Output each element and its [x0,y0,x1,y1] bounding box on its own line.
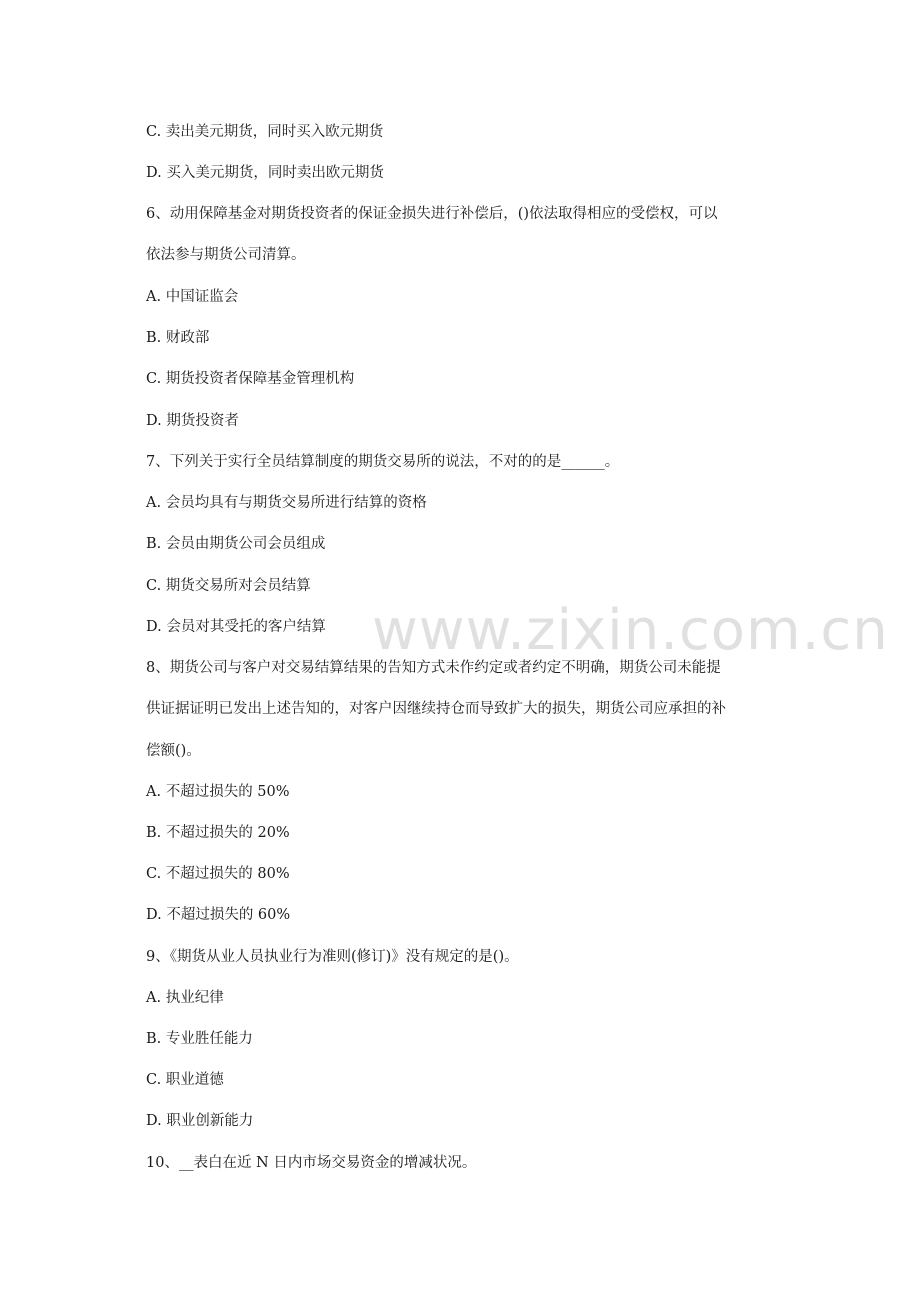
option-5c: C. 卖出美元期货，同时买入欧元期货 [146,124,384,140]
option-8b: B. 不超过损失的 20% [146,825,290,841]
option-7d: D. 会员对其受托的客户结算 [146,619,326,635]
option-7c: C. 期货交易所对会员结算 [146,578,311,594]
option-9d: D. 职业创新能力 [146,1113,254,1129]
option-7a: A. 会员均具有与期货交易所进行结算的资格 [146,495,427,511]
option-8d: D. 不超过损失的 60% [146,907,291,923]
option-7b: B. 会员由期货公司会员组成 [146,536,326,552]
option-9c: C. 职业道德 [146,1072,224,1088]
question-8-line-1: 8、期货公司与客户对交易结算结果的告知方式未作约定或者约定不明确，期货公司未能提 [146,660,721,676]
option-5d: D. 买入美元期货，同时卖出欧元期货 [146,165,384,181]
question-8-line-3: 偿额()。 [146,743,201,759]
question-6-line-2: 依法参与期货公司清算。 [146,247,306,263]
option-6d: D. 期货投资者 [146,413,239,429]
option-8a: A. 不超过损失的 50% [146,784,290,800]
option-8c: C. 不超过损失的 80% [146,866,290,882]
watermark: www.zixin.com.cn [372,598,889,663]
option-9b: B. 专业胜任能力 [146,1031,253,1047]
option-6c: C. 期货投资者保障基金管理机构 [146,371,355,387]
question-8-line-2: 供证据证明已发出上述告知的，对客户因继续持仓而导致扩大的损失，期货公司应承担的补 [146,701,726,717]
question-6-line-1: 6、动用保障基金对期货投资者的保证金损失进行补偿后，()依法取得相应的受偿权，可以 [146,206,718,222]
question-9: 9、《期货从业人员执业行为准则(修订)》没有规定的是()。 [146,949,519,965]
option-9a: A. 执业纪律 [146,990,224,1006]
question-10: 10、__表白在近 N 日内市场交易资金的增减状况。 [146,1155,477,1171]
option-6b: B. 财政部 [146,330,210,346]
question-7: 7、下列关于实行全员结算制度的期货交易所的说法，不对的的是______。 [146,454,620,470]
option-6a: A. 中国证监会 [146,289,239,305]
